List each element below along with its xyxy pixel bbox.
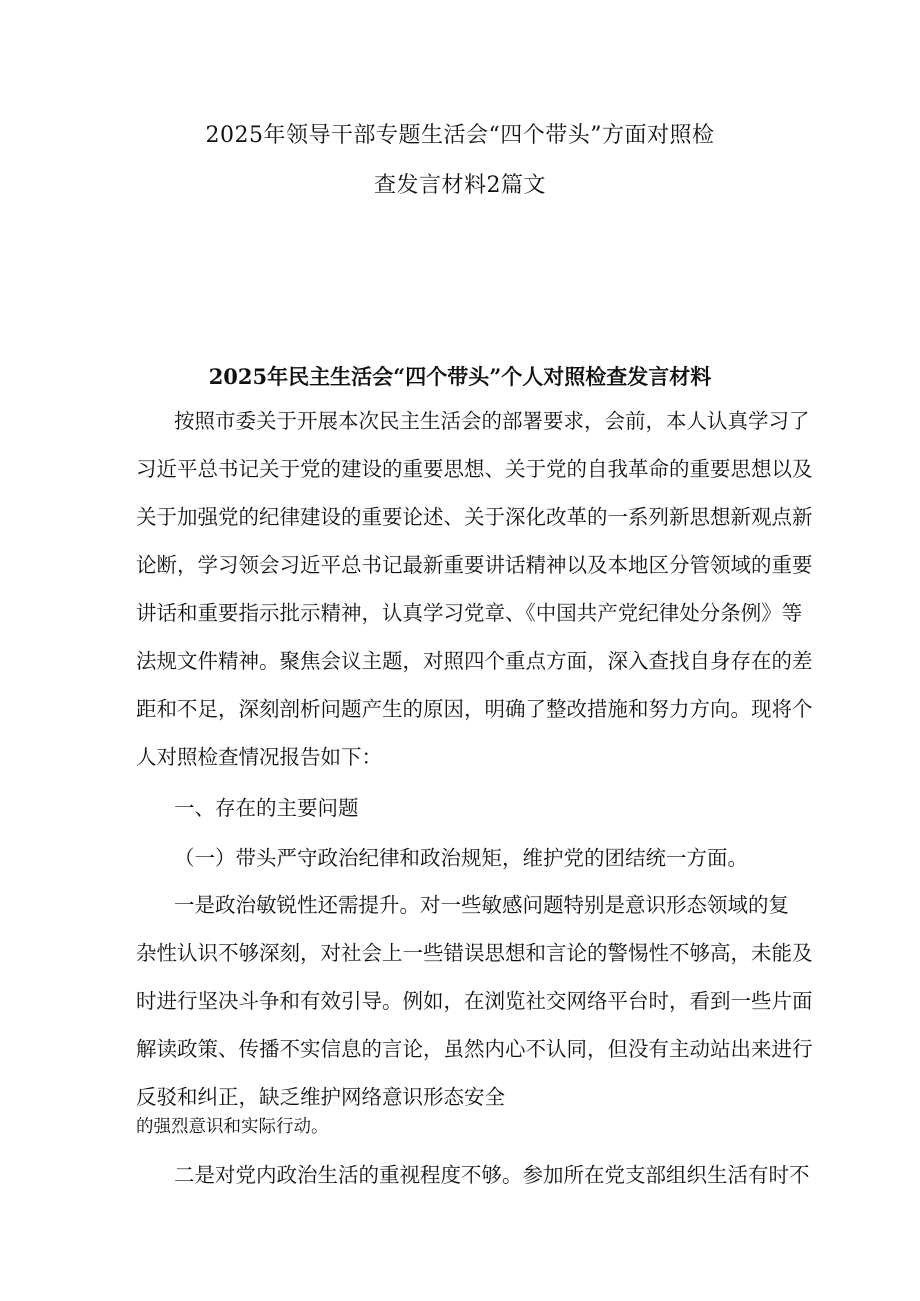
subsection-heading: （一）带头严守政治纪律和政治规矩，维护党的团结统一方面。 (174, 846, 748, 870)
body-line: 的强烈意识和实际行动。 (136, 1117, 329, 1137)
body-line: 反驳和纠正，缺乏维护网络意识形态安全 (136, 1085, 505, 1109)
article-subtitle: 2025年民主生活会“四个带头”个人对照检查发言材料 (208, 364, 712, 389)
body-line: 法规文件精神。聚焦会议主题，对照四个重点方面，深入查找自身存在的差 (136, 649, 813, 673)
body-line: 二是对党内政治生活的重视程度不够。参加所在党支部组织生活有时不 (174, 1163, 810, 1187)
body-line: 时进行坚决斗争和有效引导。例如，在浏览社交网络平台时，看到一些片面 (136, 989, 813, 1013)
body-line: 习近平总书记关于党的建设的重要思想、关于党的自我革命的重要思想以及 (136, 457, 813, 481)
body-line: 按照市委关于开展本次民主生活会的部署要求，会前，本人认真学习了 (174, 409, 810, 433)
body-line: 距和不足，深刻剖析问题产生的原因，明确了整改措施和努力方向。现将个 (136, 697, 813, 721)
body-line: 讲话和重要指示批示精神，认真学习党章、《中国共产党纪律处分条例》等 (136, 601, 803, 625)
body-line: 一是政治敏锐性还需提升。对一些敏感问题特别是意识形态领域的复 (174, 893, 789, 917)
body-line: 人对照检查情况报告如下： (136, 745, 382, 769)
body-line: 论断，学习领会习近平总书记最新重要讲话精神以及本地区分管领域的重要 (136, 553, 813, 577)
body-line: 杂性认识不够深刻，对社会上一些错误思想和言论的警惕性不够高，未能及 (136, 941, 813, 965)
body-line: 关于加强党的纪律建设的重要论述、关于深化改革的一系列新思想新观点新 (136, 505, 813, 529)
document-title-line-2: 查发言材料2篇文 (374, 173, 546, 198)
section-heading: 一、存在的主要问题 (174, 796, 359, 820)
body-line: 解读政策、传播不实信息的言论，虽然内心不认同，但没有主动站出来进行 (136, 1037, 813, 1061)
document-title-line-1: 2025年领导干部专题生活会“四个带头”方面对照检 (205, 123, 715, 148)
